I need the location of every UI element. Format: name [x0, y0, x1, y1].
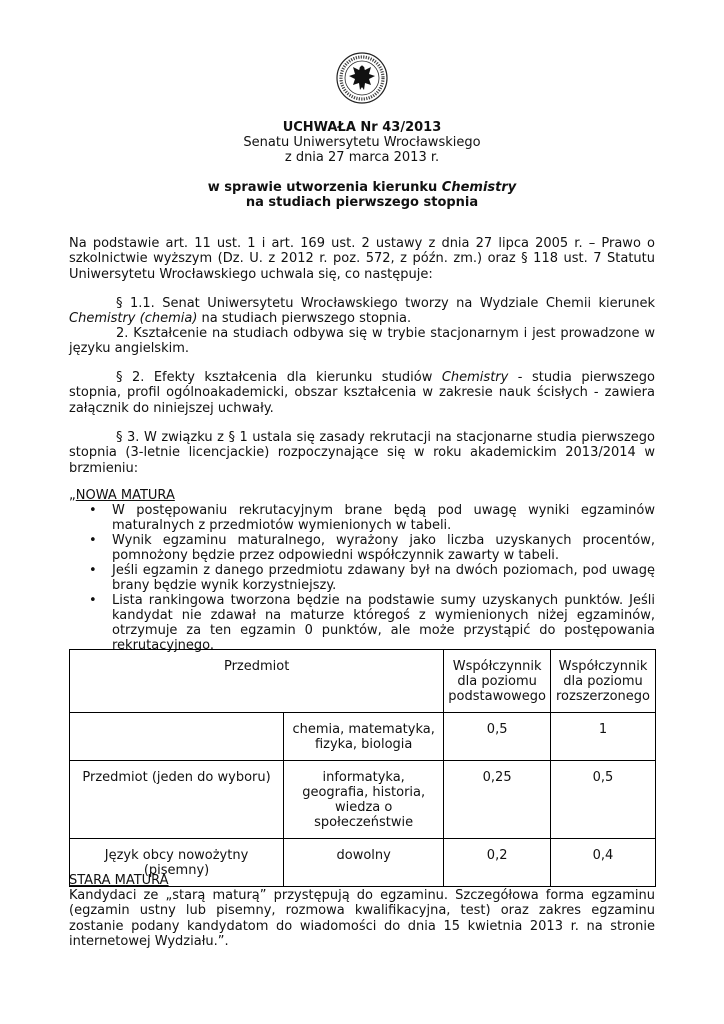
basic-cell: 0,25	[444, 761, 551, 839]
subjects-cell: dowolny	[284, 839, 444, 887]
nowa-matura-heading: „NOWA MATURA	[69, 488, 175, 503]
stara-matura-text: Kandydaci ze „starą maturą” przystępują do egzaminu. Szczegółowa forma egzaminu (egzamin ustny lub pisemny, rozmowa kwalifikacyjna, test) oraz zakres egzaminu zostanie podany kandydatom do wiadomości do dnia 15 kwietnia 2013 r. na stronie internetowej Wydziału.”.	[69, 888, 655, 949]
list-item: • Jeśli egzamin z danego przedmiotu zdawany był na dwóch poziomach, pod uwagę brany będzie wynik korzystniejszy.	[89, 563, 655, 593]
subject-prefix: w sprawie utworzenia kierunku	[207, 180, 442, 195]
nowa-matura-list	[69, 503, 655, 653]
subject-field: Chemistry	[441, 180, 517, 195]
section-2: § 2. Efekty kształcenia dla kierunku studiów Chemistry - studia pierwszego stopnia, profil ogólnoakademicki, obszar kształcenia w zakresie nauk ścisłych - zawiera załącznik do niniejszej uchwały.	[69, 370, 655, 416]
group-cell: Przedmiot (jeden do wyboru)	[70, 761, 284, 839]
group-cell	[70, 713, 284, 761]
basic-cell: 0,5	[444, 713, 551, 761]
university-eagle-seal-icon	[336, 52, 388, 104]
list-item: • W postępowaniu rekrutacyjnym brane będą pod uwagę wyniki egzaminów maturalnych z przedmiotów wymienionych w tabeli.	[89, 503, 655, 533]
bullet-icon: •	[89, 563, 97, 578]
subjects-cell: chemia, matematyka, fizyka, biologia	[284, 713, 444, 761]
coefficients-table	[69, 649, 656, 887]
resolution-subject	[0, 180, 724, 195]
resolution-title: UCHWAŁA Nr 43/2013	[282, 120, 442, 135]
resolution-issuer: Senatu Uniwersytetu Wrocławskiego	[243, 135, 481, 150]
header-basic-coefficient: Współczynnik dla poziomu podstawowego	[444, 650, 551, 713]
extended-cell: 0,5	[551, 761, 656, 839]
section-1-2: 2. Kształcenie na studiach odbywa się w trybie stacjonarnym i jest prowadzone w języku angielskim.	[69, 326, 655, 357]
group-cell: Język obcy nowożytny (pisemny)	[70, 839, 284, 887]
basic-cell: 0,2	[444, 839, 551, 887]
section-3: § 3. W związku z § 1 ustala się zasady rekrutacji na stacjonarne studia pierwszego stopnia (3-letnie licencjackie) rozpoczynające się w roku akademickim 2013/2014 w brzmieniu:	[69, 430, 655, 476]
extended-cell: 0,4	[551, 839, 656, 887]
resolution-subject-line2: na studiach pierwszego stopnia	[245, 195, 479, 210]
section-1-1: § 1.1. Senat Uniwersytetu Wrocławskiego tworzy na Wydziale Chemii kierunek Chemistry (chemia) na studiach pierwszego stopnia.	[69, 296, 655, 327]
bullet-icon: •	[89, 533, 97, 548]
table-row	[70, 761, 656, 839]
bullet-icon: •	[89, 593, 97, 608]
header-extended-coefficient: Współczynnik dla poziomu rozszerzonego	[551, 650, 656, 713]
stara-matura-heading: STARA MATURA	[69, 873, 169, 888]
list-item: • Lista rankingowa tworzona będzie na podstawie sumy uzyskanych punktów. Jeśli kandydat nie zdawał na maturze któregoś z wymienionych niżej egzaminów, otrzymuje za ten egzamin 0 punktów, ale może przystąpić do postępowania rekrutacyjnego.	[89, 593, 655, 653]
table-header-row	[70, 650, 656, 713]
extended-cell: 1	[551, 713, 656, 761]
bullet-icon: •	[89, 503, 97, 518]
table-row	[70, 713, 656, 761]
resolution-date: z dnia 27 marca 2013 r.	[284, 150, 440, 165]
list-item: • Wynik egzaminu maturalnego, wyrażony jako liczba uzyskanych procentów, pomnożony będzie przez odpowiedni współczynnik zawarty w tabeli.	[89, 533, 655, 563]
intro-paragraph: Na podstawie art. 11 ust. 1 i art. 169 ust. 2 ustawy z dnia 27 lipca 2005 r. – Prawo o szkolnictwie wyższym (Dz. U. z 2012 r. poz. 572, z późn. zm.) oraz § 118 ust. 7 Statutu Uniwersytetu Wrocławskiego uchwala się, co następuje:	[69, 236, 655, 282]
subjects-cell: informatyka, geografia, historia, wiedza o społeczeństwie	[284, 761, 444, 839]
header-subject: Przedmiot	[70, 650, 444, 713]
